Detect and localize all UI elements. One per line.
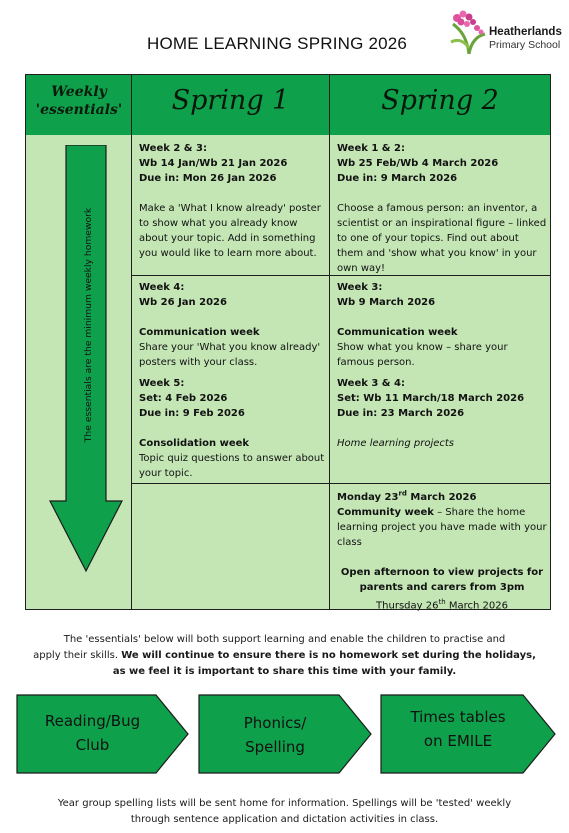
row-divider xyxy=(132,483,550,484)
s1-r1-dates: Wb 14 Jan/Wb 21 Jan 2026 xyxy=(139,158,288,169)
spring1-week4-cell xyxy=(139,280,327,370)
s2-r3-date-sup: rd xyxy=(398,490,407,498)
intro-line2-bold: We will continue to ensure there is no homework set during the holidays, xyxy=(121,650,536,661)
essential-3-line1: Times tables xyxy=(410,708,506,726)
spring2-week3-4-cell xyxy=(337,376,547,451)
intro-line3-bold: as we feel it is important to share this time with your family. xyxy=(112,666,457,677)
s1-r1-due: Due in: Mon 26 Jan 2026 xyxy=(139,173,277,184)
s2-r2a-dates: Wb 9 March 2026 xyxy=(337,297,436,308)
column-divider xyxy=(131,135,132,609)
s2-r2a-body: Show what you know – share your famous person. xyxy=(337,342,508,368)
s2-r3-open-line1: Open afternoon to view projects for xyxy=(340,567,544,579)
s1-r2a-week: Week 4: xyxy=(139,282,185,293)
spring2-community-week-cell xyxy=(337,487,547,614)
s1-r2b-body: Topic quiz questions to answer about your topic. xyxy=(139,453,325,479)
s1-r2a-body: Share your 'What you know already' posters with your class. xyxy=(139,342,321,368)
s2-r3-open-day-prefix: Thursday 26 xyxy=(376,600,439,612)
s2-r2b-note: Home learning projects xyxy=(337,438,454,449)
s2-r2a-week: Week 3: xyxy=(337,282,383,293)
s2-r1-dates: Wb 25 Feb/Wb 4 March 2026 xyxy=(337,158,499,169)
s2-r1-due: Due in: 9 March 2026 xyxy=(337,173,458,184)
s1-r2b-set: Set: 4 Feb 2026 xyxy=(139,393,228,404)
s1-r2a-heading: Communication week xyxy=(139,327,260,338)
intro-line2-plain: apply their skills. xyxy=(33,650,122,661)
footer-paragraph xyxy=(0,796,569,828)
spring1-week2-3-cell xyxy=(139,141,327,261)
intro-paragraph xyxy=(0,632,569,680)
s2-r1-week: Week 1 & 2: xyxy=(337,143,405,154)
s1-r2b-due: Due in: 9 Feb 2026 xyxy=(139,408,245,419)
s1-r1-week: Week 2 & 3: xyxy=(139,143,207,154)
s2-r3-date-suffix: March 2026 xyxy=(406,492,477,504)
s1-r2a-dates: Wb 26 Jan 2026 xyxy=(139,297,227,308)
essential-2-line2: Spelling xyxy=(245,738,305,756)
page-title: HOME LEARNING SPRING 2026 xyxy=(147,34,408,53)
s1-r2b-heading: Consolidation week xyxy=(139,438,250,449)
school-logo xyxy=(447,8,567,56)
weekly-header-line1: Weekly xyxy=(51,84,107,100)
down-arrow-icon xyxy=(48,145,124,573)
essential-2-line1: Phonics/ xyxy=(243,714,307,732)
footer-line1: Year group spelling lists will be sent home for information. Spellings will be 'tested' weekly xyxy=(57,798,512,809)
spring1-header xyxy=(132,75,330,135)
s2-r2b-due: Due in: 23 March 2026 xyxy=(337,408,465,419)
s2-r1-body: Choose a famous person: an inventor, a scientist or an inspirational figure – linked to one of your topics. Find out about them and 'show what you know' in your own way! xyxy=(337,203,547,274)
essential-3-line2: on EMILE xyxy=(423,732,493,750)
spring2-header xyxy=(330,75,550,135)
column-divider xyxy=(329,135,330,609)
spring2-week1-2-cell xyxy=(337,141,547,276)
s2-r3-open-line2: parents and carers from 3pm xyxy=(359,582,525,594)
weekly-essentials-header xyxy=(26,75,132,135)
s2-r2b-set: Set: Wb 11 March/18 March 2026 xyxy=(337,393,525,404)
essential-1-line2: Club xyxy=(75,736,110,754)
spring1-week5-cell xyxy=(139,376,327,481)
s2-r3-open-day-suffix: March 2026 xyxy=(445,600,508,612)
heather-flower-icon xyxy=(447,8,491,56)
spring1-title: Spring 1 xyxy=(171,85,290,116)
school-name: Heatherlands xyxy=(489,26,562,38)
essential-reading-bug-club xyxy=(16,694,189,774)
weekly-header-line2: 'essentials' xyxy=(35,102,123,118)
essential-1-line1: Reading/Bug xyxy=(44,712,141,730)
essential-phonics-spelling xyxy=(198,694,372,774)
footer-line2: through sentence application and dictation activities in class. xyxy=(130,814,439,825)
s2-r3-body: – Share the home learning project you have made with your class xyxy=(337,507,547,549)
spring2-title: Spring 2 xyxy=(381,85,499,116)
s2-r3-date-prefix: Monday 23 xyxy=(337,492,399,504)
s2-r3-open-day-sup: th xyxy=(438,598,446,607)
s1-r2b-week: Week 5: xyxy=(139,378,185,389)
home-learning-table xyxy=(25,74,551,610)
s2-r2a-heading: Communication week xyxy=(337,327,458,338)
s2-r2b-week: Week 3 & 4: xyxy=(337,378,405,389)
essential-times-tables xyxy=(380,694,556,774)
school-subtitle: Primary School xyxy=(489,39,561,51)
s1-r1-body: Make a 'What I know already' poster to show what you already know about your topic. Add in something you would like to learn more about. xyxy=(139,203,321,259)
spring2-week3-cell xyxy=(337,280,547,370)
arrow-text: The essentials are the minimum weekly homework xyxy=(83,207,94,443)
s2-r3-heading: Community week xyxy=(337,507,434,519)
intro-line1: The 'essentials' below will both support learning and enable the children to practise and xyxy=(63,634,506,645)
